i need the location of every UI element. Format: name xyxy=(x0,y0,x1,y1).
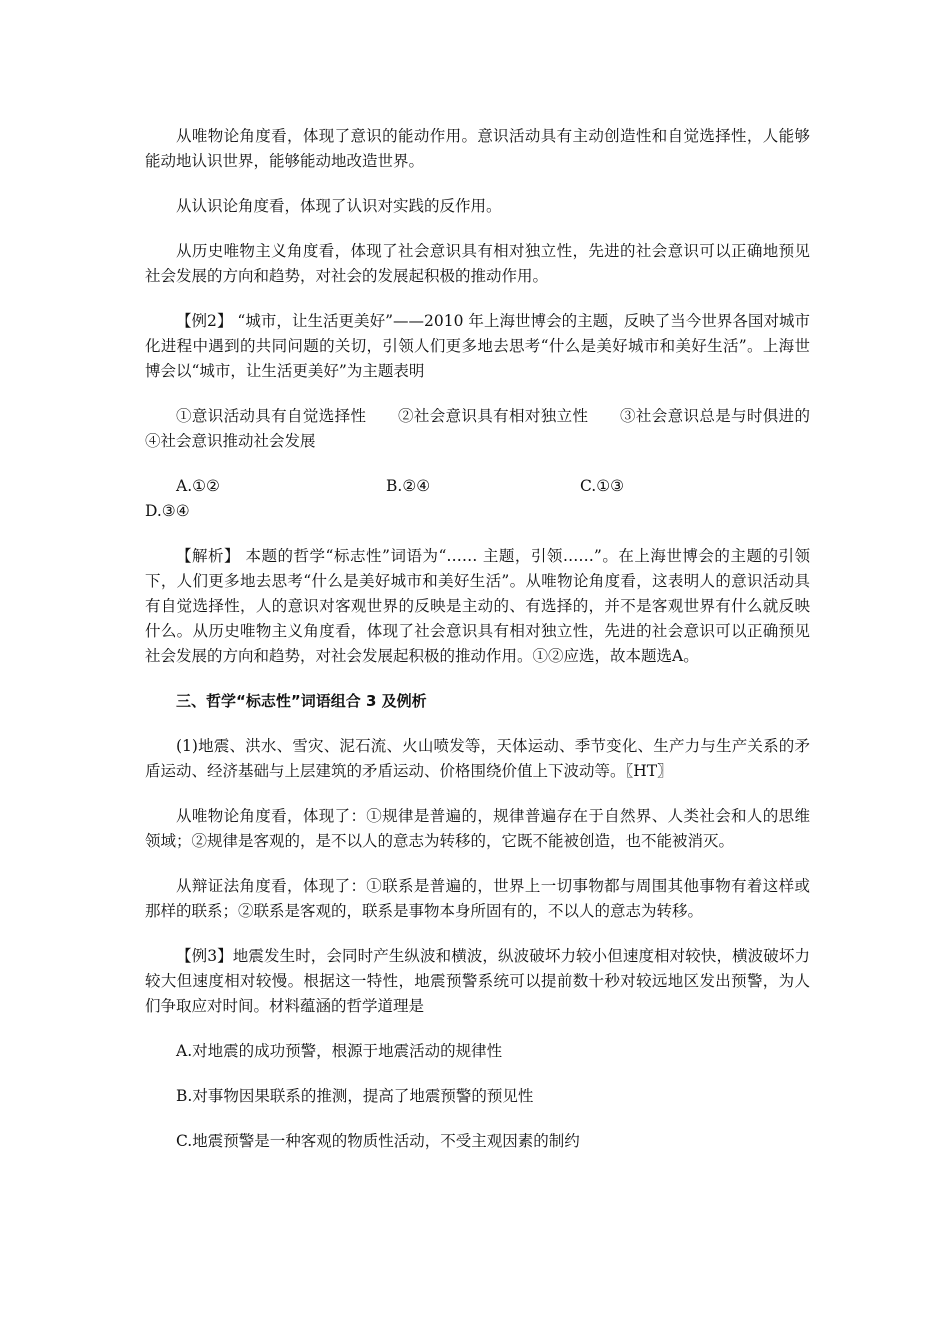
example-3-question: 【例3】地震发生时，会同时产生纵波和横波，纵波破坏力较小但速度相对较快，横波破坏力较大但速度相对较慢。根据这一特性，地震预警系统可以提前数十秒对较远地区发出预警，为人们争取应对时间。材料蕴涵的哲学道理是 xyxy=(145,947,810,1015)
example-2-question: 【例2】 “城市，让生活更美好”——2010 年上海世博会的主题，反映了当今世界各国对城市化进程中遇到的共同问题的关切，引领人们更多地去思考“什么是美好城市和美好生活”。上海世博会以“城市，让生活更美好”为主题表明 xyxy=(145,312,810,380)
option-c: C.①③ xyxy=(580,477,625,495)
paragraph-epistemology: 从认识论角度看，体现了认识对实践的反作用。 xyxy=(176,197,502,215)
example-2-options xyxy=(145,474,810,524)
example-3-option-a: A.对地震的成功预警，根源于地震活动的规律性 xyxy=(176,1042,503,1060)
section-heading-3: 三、哲学“标志性”词语组合 3 及例析 xyxy=(176,692,427,710)
paragraph-law-universality: 从唯物论角度看，体现了：①规律是普遍的，规律普遍存在于自然界、人类社会和人的思维领域；②规律是客观的，是不以人的意志为转移的，它既不能被创造，也不能被消灭。 xyxy=(145,807,810,850)
document-page xyxy=(145,124,842,1174)
example-2-statements: ①意识活动具有自觉选择性 ②社会意识具有相对独立性 ③社会意识总是与时俱进的 ④社会意识推动社会发展 xyxy=(145,407,842,450)
option-b: B.②④ xyxy=(386,477,431,495)
paragraph-materialism: 从唯物论角度看，体现了意识的能动作用。意识活动具有主动创造性和自觉选择性，人能够能动地认识世界，能够能动地改造世界。 xyxy=(145,127,810,170)
example-2-analysis: 【解析】 本题的哲学“标志性”词语为“…… 主题，引领……”。在上海世博会的主题的引领下，人们更多地去思考“什么是美好城市和美好生活”。从唯物论角度看，这表明人的意识活动具有自觉选择性，人的意识对客观世界的反映是主动的、有选择的，并不是客观世界有什么就反映什么。从历史唯物主义角度看，体现了社会意识具有相对独立性，先进的社会意识可以正确预见社会发展的方向和趋势，对社会发展起积极的推动作用。①②应选，故本题选A。 xyxy=(145,547,810,665)
paragraph-dialectics-connection: 从辩证法角度看，体现了：①联系是普遍的，世界上一切事物都与周围其他事物有着这样或那样的联系；②联系是客观的，联系是事物本身所固有的，不以人的意志为转移。 xyxy=(145,877,810,920)
list-item-1: (1)地震、洪水、雪灾、泥石流、火山喷发等，天体运动、季节变化、生产力与生产关系的矛盾运动、经济基础与上层建筑的矛盾运动、价格围绕价值上下波动等。〖HT〗 xyxy=(145,737,810,780)
option-d: D.③④ xyxy=(145,502,190,520)
example-3-option-c: C.地震预警是一种客观的物质性活动，不受主观因素的制约 xyxy=(176,1132,580,1150)
example-3-option-b: B.对事物因果联系的推测，提高了地震预警的预见性 xyxy=(176,1087,534,1105)
option-a: A.①② xyxy=(176,477,220,495)
paragraph-historical-materialism: 从历史唯物主义角度看，体现了社会意识具有相对独立性，先进的社会意识可以正确地预见社会发展的方向和趋势，对社会的发展起积极的推动作用。 xyxy=(145,242,810,285)
